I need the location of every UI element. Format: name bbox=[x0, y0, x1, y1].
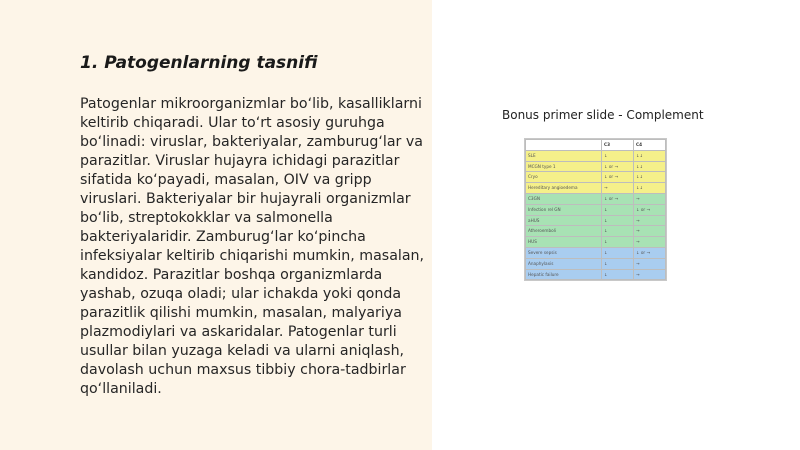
table-row-label: MCGN type 1 bbox=[526, 161, 602, 172]
table-cell-c3: → bbox=[602, 183, 634, 194]
table-cell-c3: ↓ bbox=[602, 258, 634, 269]
table-header-cell: C4 bbox=[634, 140, 666, 151]
figure-caption: Bonus primer slide - Complement bbox=[502, 108, 704, 122]
table-cell-c3: ↓ or → bbox=[602, 172, 634, 183]
table-cell-c4: ↓↓ bbox=[634, 172, 666, 183]
table-cell-c4: → bbox=[634, 237, 666, 248]
table-cell-c4: → bbox=[634, 215, 666, 226]
table-row-label: HUS bbox=[526, 237, 602, 248]
table-cell-c3: ↓ or → bbox=[602, 193, 634, 204]
table-row-label: C3GN bbox=[526, 193, 602, 204]
table-row-label: Hepatic failure bbox=[526, 269, 602, 280]
table-row bbox=[526, 269, 666, 280]
slide-body-text: Patogenlar mikroorganizmlar bo‘lib, kasalliklarni keltirib chiqaradi. Ular to‘rt asosiy guruhga bo‘linadi: viruslar, bakteriyalar, zamburug‘lar va parazitlar. Viruslar hujayra ichidagi parazitlar sifatida ko‘payadi, masalan, OIV va gripp viruslari. Bakteriyalar bir hujayrali organizmlar bo‘lib, streptokokklar va salmonella bakteriyalaridir. Zamburug‘lar ko‘pincha infeksiyalar keltirib chiqarishi mumkin, masalan, kandidoz. Parazitlar boshqa organizmlarda yashab, ozuqa oladi; ular ichakda yoki qonda parazitlik qilishi mumkin, masalan, malyariya plazmodiylari va askaridalar. Patogenlar turli usullar bilan yuzaga keladi va ularni aniqlash, davolash uchun maxsus tibbiy chora-tadbirlar qo‘llaniladi. bbox=[80, 96, 425, 397]
table-cell-c3: ↓ bbox=[602, 237, 634, 248]
table-cell-c4: → bbox=[634, 226, 666, 237]
table-cell-c4: ↓↓ bbox=[634, 150, 666, 161]
table-cell-c4: → bbox=[634, 269, 666, 280]
table-cell-c4: ↓ or → bbox=[634, 247, 666, 258]
table-row bbox=[526, 193, 666, 204]
table-header-cell: C3 bbox=[602, 140, 634, 151]
table-cell-c4: ↓↓ bbox=[634, 183, 666, 194]
table-row-label: Anaphylaxis bbox=[526, 258, 602, 269]
table-cell-c3: ↓ bbox=[602, 247, 634, 258]
table-row-label: SLE bbox=[526, 150, 602, 161]
table-cell-c3: ↓ bbox=[602, 226, 634, 237]
table-cell-c3: ↓ bbox=[602, 269, 634, 280]
table-row bbox=[526, 237, 666, 248]
table-row bbox=[526, 215, 666, 226]
table-header-row bbox=[526, 140, 666, 151]
table-row-label: Infection rel GN bbox=[526, 204, 602, 215]
table-row-label: Hereditary angioedema bbox=[526, 183, 602, 194]
table-cell-c3: ↓ bbox=[602, 150, 634, 161]
table-row-label: Severe sepsis bbox=[526, 247, 602, 258]
table-row bbox=[526, 258, 666, 269]
table-cell-c4: ↓↓ bbox=[634, 161, 666, 172]
slide-title: 1. Patogenlarning tasnifi bbox=[80, 53, 318, 73]
table-row-label: Atheroemboli bbox=[526, 226, 602, 237]
table-cell-c4: → bbox=[634, 258, 666, 269]
complement-table-image bbox=[524, 138, 667, 281]
table-row bbox=[526, 150, 666, 161]
table-row-label: Cryo bbox=[526, 172, 602, 183]
table-row bbox=[526, 204, 666, 215]
table-row bbox=[526, 247, 666, 258]
complement-table bbox=[525, 139, 666, 280]
table-cell-c4: → bbox=[634, 193, 666, 204]
table-row bbox=[526, 161, 666, 172]
table-row bbox=[526, 183, 666, 194]
table-cell-c3: ↓ bbox=[602, 204, 634, 215]
table-row bbox=[526, 172, 666, 183]
table-row bbox=[526, 226, 666, 237]
table-cell-c3: ↓ or → bbox=[602, 161, 634, 172]
table-cell-c3: ↓ bbox=[602, 215, 634, 226]
table-row-label: aHUS bbox=[526, 215, 602, 226]
table-header-cell bbox=[526, 140, 602, 151]
table-cell-c4: ↓ or → bbox=[634, 204, 666, 215]
